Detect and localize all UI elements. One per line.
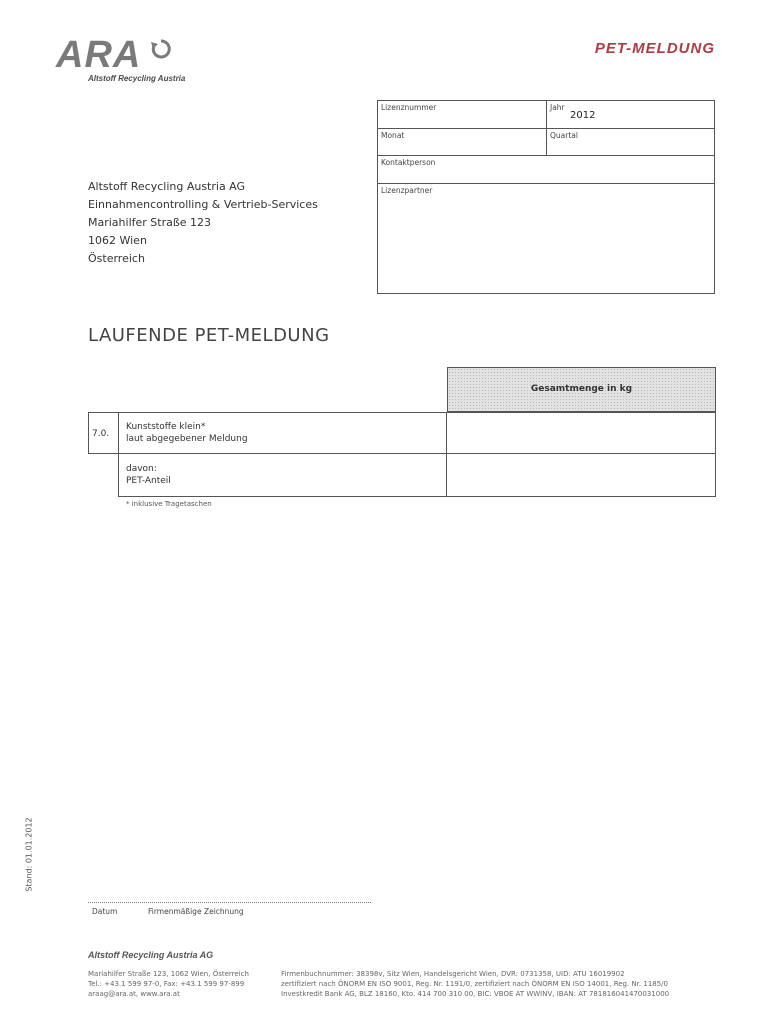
address-line: Einnahmencontrolling & Vertrieb-Services — [88, 198, 318, 211]
jahr-label: Jahr — [550, 103, 565, 112]
datum-label: Datum — [92, 907, 118, 916]
footer-address: Mariahilfer Straße 123, 1062 Wien, Österreich — [88, 970, 249, 978]
signature-line[interactable] — [88, 902, 371, 903]
monat-label: Monat — [381, 131, 405, 140]
logo-subtitle: Altstoff Recycling Austria — [88, 74, 186, 83]
document-title: PET-MELDUNG — [594, 40, 715, 57]
address-line: 1062 Wien — [88, 234, 147, 247]
row-label: davon: — [126, 464, 157, 474]
kunststoffe-klein-input[interactable] — [446, 412, 716, 454]
row-label: Kunststoffe klein* — [126, 422, 206, 432]
pet-anteil-input[interactable] — [446, 453, 716, 497]
divider — [118, 412, 119, 454]
row-label: PET-Anteil — [126, 476, 171, 486]
main-heading: LAUFENDE PET-MELDUNG — [88, 325, 330, 346]
stand-note: Stand: 01.01.2012 — [24, 817, 34, 892]
lizenzpartner-label: Lizenzpartner — [381, 186, 433, 195]
footnote: * inklusive Tragetaschen — [126, 500, 212, 508]
lizenznummer-label: Lizenznummer — [381, 103, 437, 112]
row-number: 7.0. — [92, 429, 110, 439]
divider — [377, 155, 715, 156]
kontaktperson-label: Kontaktperson — [381, 158, 436, 167]
address-line: Mariahilfer Straße 123 — [88, 216, 212, 229]
quartal-label: Quartal — [550, 131, 578, 140]
divider — [377, 183, 715, 184]
address-line: Altstoff Recycling Austria AG — [88, 180, 246, 193]
gesamtmenge-header: Gesamtmenge in kg — [530, 384, 633, 394]
footer-company: Altstoff Recycling Austria AG — [88, 950, 214, 960]
footer-bank: Investkredit Bank AG, BLZ 18160, Kto. 414 700 310 00, BIC: VBOE AT WWINV, IBAN: AT 781816041470031000 — [281, 990, 670, 998]
ara-logo: ARA — [56, 34, 142, 76]
zeichnung-label: Firmenmäßige Zeichnung — [148, 907, 244, 916]
footer-certification: zertifiziert nach ÖNORM EN ISO 9001, Reg. Nr. 1191/0, zertifiziert nach ÖNORM EN ISO 14001, Reg. Nr. 1185/0 — [281, 980, 668, 988]
divider — [546, 100, 547, 155]
address-line: Österreich — [88, 252, 145, 265]
footer-phone: Tel.: +43.1 599 97-0, Fax: +43.1 599 97-899 — [88, 980, 245, 988]
row-label: laut abgegebener Meldung — [126, 434, 248, 444]
footer-email: araag@ara.at, www.ara.at — [88, 990, 180, 998]
jahr-value[interactable]: 2012 — [570, 110, 596, 121]
footer-register: Firmenbuchnummer: 38398v, Sitz Wien, Handelsgericht Wien, DVR: 0731358, UID: ATU 16019902 — [281, 970, 625, 978]
recycle-arrow-icon — [150, 38, 172, 60]
